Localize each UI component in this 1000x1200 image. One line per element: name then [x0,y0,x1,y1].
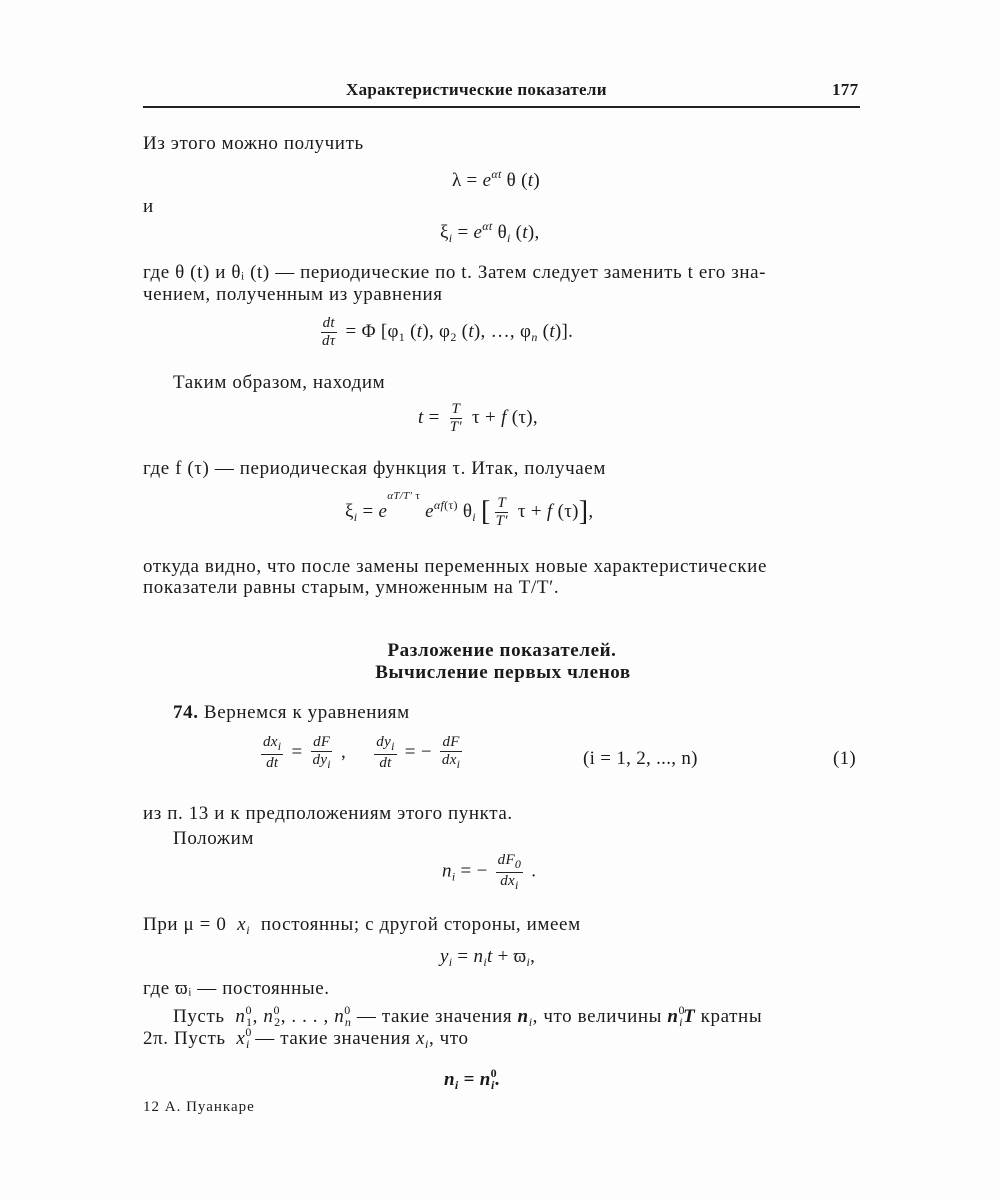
text-line: откуда видно, что после замены переменных новые характеристические [143,556,767,577]
text-line: Таким образом, находим [173,372,386,393]
header-rule [143,106,860,108]
equation-t: t = $\frac{T}{T'}$ τ + f (τ), [418,401,538,436]
text-line: При μ = 0 $x_i$ постоянны; с другой стороны, имеем [143,914,581,937]
running-title: Характеристические показатели [346,80,607,99]
equation-xi: $\xi_i = e^{\alpha t}$ $\theta_i$ (t), [440,219,540,245]
text-line: где f (τ) — периодическая функция τ. Итак, получаем [143,458,606,479]
paragraph-number: 74. [173,702,199,723]
text-line: чением, полученным из уравнения [143,284,443,305]
equation-number: (1) [833,748,857,769]
equation-ni-zero: $n_i = n^0_i$. [444,1066,500,1092]
text-line: 2π. Пусть $x^0_i$ — такие значения $x_i$, что [143,1025,469,1051]
equation-xi-transformed: $\xi_i = e^{\alpha T/T' \tau}$ $e^{\alpha f(\tau)}$ $\theta_i$ [ $\frac{T}{T'}$ τ + f (τ)], [345,490,594,530]
equation-yi: $y_i = n_it + ϖ_i$, [440,946,536,969]
equation-1-range: (i = 1, 2, ..., n) [583,748,698,769]
text-line: Из этого можно получить [143,133,364,154]
text-line: Пусть $n^0_1$, $n^0_2$, . . . , $n^0_n$ — такие значения $n_i$, что величины $n^0_iT$ кратны [173,1003,763,1029]
equation-lambda: $\lambda = e^{\alpha t}$ θ (t) [452,167,540,191]
text-line: Положим [173,828,254,849]
paragraph-74 [173,702,410,724]
equation-1: $\frac{dx_i}{dt}$ = $\frac{dF}{dy_i}$ , $\frac{dy_i}{dt}$ = − $\frac{dF}{dx_i}$ [263,734,461,772]
text-line: из п. 13 и к предположениям этого пункта. [143,803,513,824]
paragraph-text: Вернемся к уравнениям [203,702,410,723]
text-line: показатели равны старым, умноженным на T/T′. [143,577,560,598]
equation-dt-dtau: $\frac{dt}{d\tau}$ = Φ [$\varphi_1$ (t), $\varphi_2$ (t), …, $\varphi_n$ (t)]. [322,315,574,350]
footer-signature: 12 А. Пуанкаре [143,1099,255,1115]
text-line: и [143,196,154,217]
text-line: где θ (t) и θᵢ (t) — периодические по t. Затем следует заменить t его зна- [143,262,767,283]
section-heading-line1: Разложение показателей. [387,640,617,661]
page-number: 177 [832,80,859,99]
text-line: где ϖᵢ — постоянные. [143,978,330,999]
equation-ni: $n_i$ = − $\frac{dF_0}{dx_i}$ . [442,852,537,892]
section-heading-line2: Вычисление первых членов [375,662,631,683]
